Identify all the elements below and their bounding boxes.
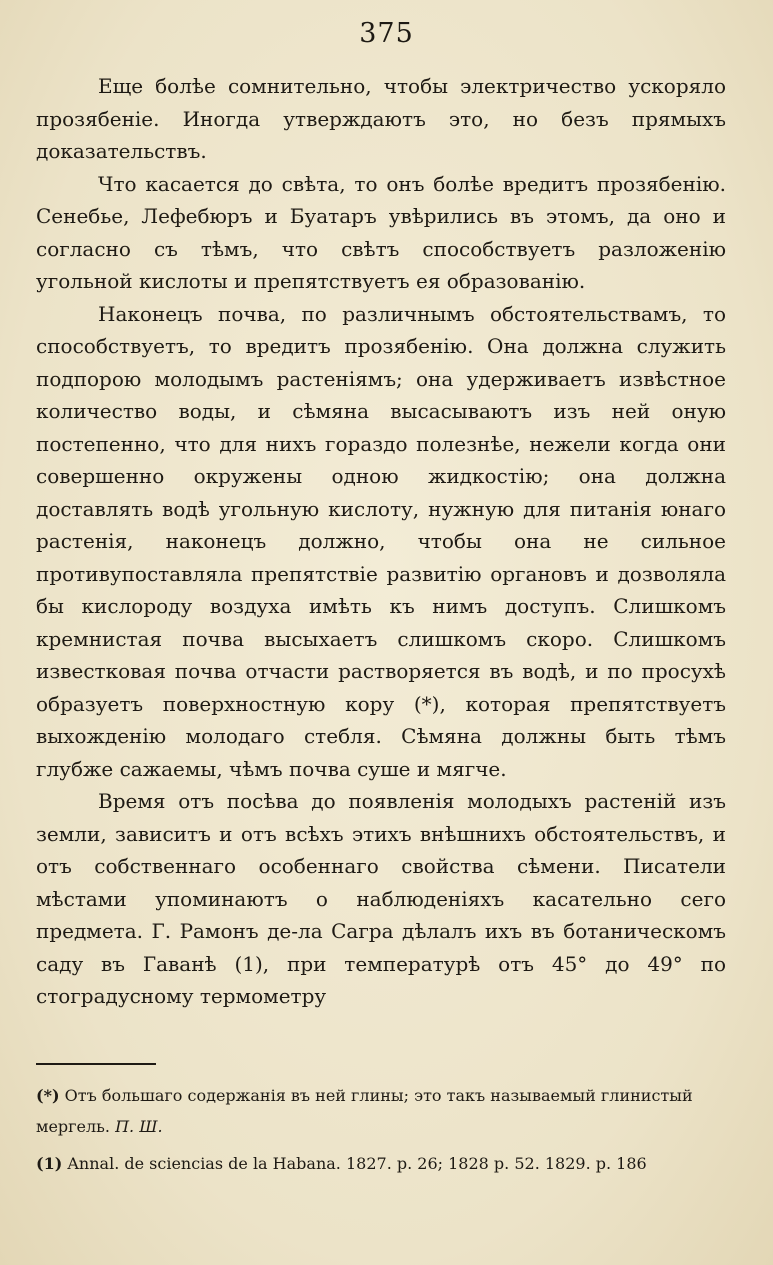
footnote-1 — [36, 1080, 736, 1142]
footnote-divider — [36, 1063, 156, 1065]
footnote-2-text: Annal. de sciencias de la Habana. 1827. p. 26; 1828 p. 52. 1829. p. 186 — [67, 1154, 647, 1173]
paragraph-3: Наконецъ почва, по различнымъ обстоятельствамъ, то способствуетъ, то вредитъ прозябенію. Она должна служить подпорою молодымъ растеніямъ; она удерживаетъ извѣстное количество воды, и сѣмяна высасываютъ изъ ней оную постепенно, что для нихъ гораздо полезнѣе, нежели когда они совершенно окружены одною жидкостію; она должна доставлять водѣ угольную кислоту, нужную для питанія юнаго растенія, наконецъ должно, чтобы она не сильное противупоставляла препятствіе развитію органовъ и дозволяла бы кислороду воздуха имѣть къ нимъ доступъ. Слишкомъ кремнистая почва высыхаетъ слишкомъ скоро. Слишкомъ известковая почва отчасти растворяется въ водѣ, и по просухѣ образуетъ поверхностную кору (*), которая препятствуетъ выхожденію молодаго стебля. Сѣмяна должны быть тѣмъ глубже сажаемы, чѣмъ почва суше и мягче. — [36, 301, 726, 781]
paragraph-4: Время отъ посѣва до появленія молодыхъ растеній изъ земли, зависитъ и отъ всѣхъ этихъ внѣшнихъ обстоятельствъ, и отъ собственнаго особеннаго свойства сѣмени. Писатели мѣстами упоминаютъ о наблюденіяхъ касательно сего предмета. Г. Рамонъ де-ла Сагра дѣлалъ ихъ въ ботаническомъ саду въ Гаванѣ (1), при температурѣ отъ 45° до 49° по стоградусному термометру — [36, 789, 726, 1008]
footnote-1-signature: П. Ш. — [115, 1117, 163, 1136]
paragraph-1: Еще болѣе сомнительно, чтобы электричество ускоряло прозябеніе. Иногда утверждаютъ это, но безъ прямыхъ доказательствъ. — [36, 74, 726, 163]
page-number: 375 — [359, 18, 414, 49]
footnote-2 — [36, 1148, 736, 1179]
paragraph-2: Что касается до свѣта, то онъ болѣе вредитъ прозябенію. Сенебье, Лефебюръ и Буатаръ увѣрились въ этомъ, да оно и согласно съ тѣмъ, что свѣтъ способствуетъ разложенію угольной кислоты и препятствуетъ ея образованію. — [36, 171, 726, 293]
footnote-1-mark: (*) — [36, 1086, 60, 1105]
footnotes — [36, 1080, 736, 1185]
body-text — [36, 70, 726, 1013]
footnote-2-mark: (1) — [36, 1154, 63, 1173]
footnote-1-text: Отъ большаго содержанія въ ней глины; это такъ называемый глинистый мергель. — [36, 1086, 693, 1136]
